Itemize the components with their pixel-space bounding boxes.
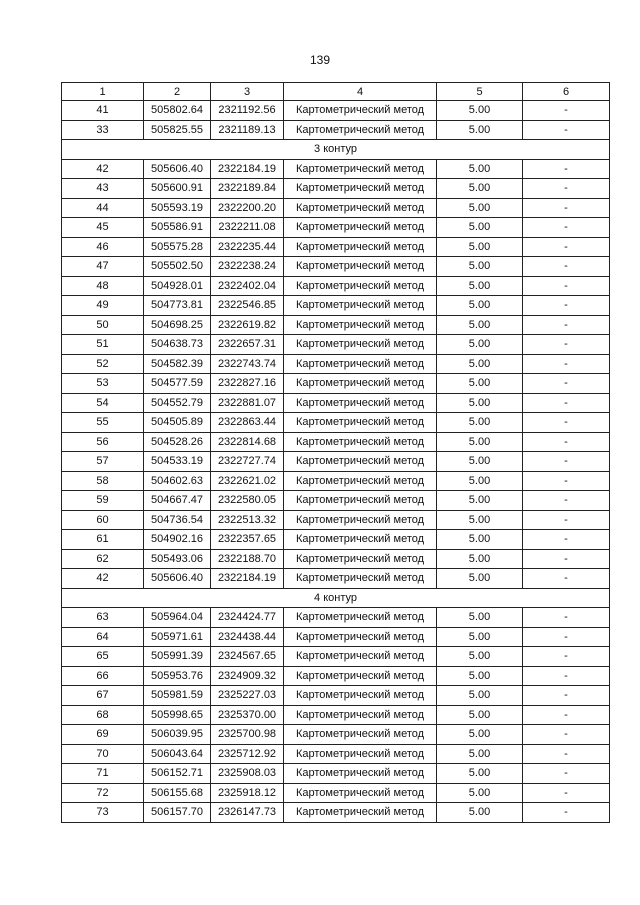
table-row [62, 686, 610, 706]
y-coordinate-cell: 2322235.44 [211, 237, 284, 257]
table-row [62, 725, 610, 745]
y-coordinate-cell: 2322184.19 [211, 159, 284, 179]
description-cell: - [523, 179, 610, 199]
method-cell: Картометрический метод [284, 783, 437, 803]
y-coordinate-cell: 2322619.82 [211, 315, 284, 335]
y-coordinate-cell: 2324567.65 [211, 647, 284, 667]
y-coordinate-cell: 2325700.98 [211, 725, 284, 745]
description-cell: - [523, 218, 610, 238]
method-cell: Картометрический метод [284, 237, 437, 257]
table-row [62, 276, 610, 296]
method-cell: Картометрический метод [284, 530, 437, 550]
accuracy-cell: 5.00 [437, 296, 523, 316]
x-coordinate-cell: 504698.25 [144, 315, 211, 335]
method-cell: Картометрический метод [284, 510, 437, 530]
point-number-cell: 65 [62, 647, 144, 667]
method-cell: Картометрический метод [284, 803, 437, 823]
section-label: 3 контур [62, 140, 610, 160]
table-row [62, 218, 610, 238]
table-row [62, 413, 610, 433]
description-cell: - [523, 471, 610, 491]
y-coordinate-cell: 2322184.19 [211, 569, 284, 589]
method-cell: Картометрический метод [284, 374, 437, 394]
y-coordinate-cell: 2322580.05 [211, 491, 284, 511]
column-header-1: 1 [62, 83, 144, 101]
method-cell: Картометрический метод [284, 764, 437, 784]
y-coordinate-cell: 2325918.12 [211, 783, 284, 803]
accuracy-cell: 5.00 [437, 510, 523, 530]
method-cell: Картометрический метод [284, 179, 437, 199]
x-coordinate-cell: 505953.76 [144, 666, 211, 686]
accuracy-cell: 5.00 [437, 471, 523, 491]
accuracy-cell: 5.00 [437, 608, 523, 628]
point-number-cell: 47 [62, 257, 144, 277]
accuracy-cell: 5.00 [437, 452, 523, 472]
table-row [62, 608, 610, 628]
table-row [62, 510, 610, 530]
method-cell: Картометрический метод [284, 608, 437, 628]
description-cell: - [523, 374, 610, 394]
y-coordinate-cell: 2321189.13 [211, 120, 284, 140]
table-row [62, 666, 610, 686]
method-cell: Картометрический метод [284, 432, 437, 452]
x-coordinate-cell: 504667.47 [144, 491, 211, 511]
y-coordinate-cell: 2322189.84 [211, 179, 284, 199]
x-coordinate-cell: 506039.95 [144, 725, 211, 745]
description-cell: - [523, 530, 610, 550]
table-row [62, 315, 610, 335]
accuracy-cell: 5.00 [437, 179, 523, 199]
x-coordinate-cell: 505802.64 [144, 101, 211, 121]
y-coordinate-cell: 2324438.44 [211, 627, 284, 647]
y-coordinate-cell: 2322863.44 [211, 413, 284, 433]
point-number-cell: 43 [62, 179, 144, 199]
description-cell: - [523, 725, 610, 745]
accuracy-cell: 5.00 [437, 803, 523, 823]
section-row [62, 588, 610, 608]
point-number-cell: 67 [62, 686, 144, 706]
table-row [62, 296, 610, 316]
accuracy-cell: 5.00 [437, 257, 523, 277]
method-cell: Картометрический метод [284, 627, 437, 647]
accuracy-cell: 5.00 [437, 647, 523, 667]
point-number-cell: 53 [62, 374, 144, 394]
y-coordinate-cell: 2325370.00 [211, 705, 284, 725]
point-number-cell: 73 [62, 803, 144, 823]
table-row [62, 627, 610, 647]
table-row [62, 393, 610, 413]
y-coordinate-cell: 2322827.16 [211, 374, 284, 394]
description-cell: - [523, 315, 610, 335]
description-cell: - [523, 510, 610, 530]
table-row [62, 335, 610, 355]
table-row [62, 783, 610, 803]
table-row [62, 530, 610, 550]
x-coordinate-cell: 505964.04 [144, 608, 211, 628]
x-coordinate-cell: 504577.59 [144, 374, 211, 394]
table-row [62, 744, 610, 764]
header-row [62, 83, 610, 101]
y-coordinate-cell: 2321192.56 [211, 101, 284, 121]
description-cell: - [523, 159, 610, 179]
description-cell: - [523, 666, 610, 686]
method-cell: Картометрический метод [284, 491, 437, 511]
coordinates-table [61, 82, 610, 823]
method-cell: Картометрический метод [284, 549, 437, 569]
column-header-6: 6 [523, 83, 610, 101]
x-coordinate-cell: 504602.63 [144, 471, 211, 491]
accuracy-cell: 5.00 [437, 569, 523, 589]
table-row [62, 569, 610, 589]
point-number-cell: 56 [62, 432, 144, 452]
point-number-cell: 57 [62, 452, 144, 472]
point-number-cell: 50 [62, 315, 144, 335]
section-label: 4 контур [62, 588, 610, 608]
y-coordinate-cell: 2325227.03 [211, 686, 284, 706]
y-coordinate-cell: 2322200.20 [211, 198, 284, 218]
point-number-cell: 70 [62, 744, 144, 764]
point-number-cell: 33 [62, 120, 144, 140]
method-cell: Картометрический метод [284, 725, 437, 745]
table-row [62, 257, 610, 277]
x-coordinate-cell: 504928.01 [144, 276, 211, 296]
point-number-cell: 42 [62, 159, 144, 179]
point-number-cell: 41 [62, 101, 144, 121]
method-cell: Картометрический метод [284, 198, 437, 218]
x-coordinate-cell: 504582.39 [144, 354, 211, 374]
accuracy-cell: 5.00 [437, 725, 523, 745]
table-row [62, 159, 610, 179]
table-row [62, 101, 610, 121]
point-number-cell: 60 [62, 510, 144, 530]
x-coordinate-cell: 505991.39 [144, 647, 211, 667]
description-cell: - [523, 296, 610, 316]
y-coordinate-cell: 2322357.65 [211, 530, 284, 550]
x-coordinate-cell: 504552.79 [144, 393, 211, 413]
accuracy-cell: 5.00 [437, 198, 523, 218]
x-coordinate-cell: 505998.65 [144, 705, 211, 725]
description-cell: - [523, 432, 610, 452]
description-cell: - [523, 608, 610, 628]
point-number-cell: 64 [62, 627, 144, 647]
x-coordinate-cell: 506152.71 [144, 764, 211, 784]
section-row [62, 140, 610, 160]
y-coordinate-cell: 2325908.03 [211, 764, 284, 784]
method-cell: Картометрический метод [284, 647, 437, 667]
point-number-cell: 68 [62, 705, 144, 725]
point-number-cell: 44 [62, 198, 144, 218]
x-coordinate-cell: 506155.68 [144, 783, 211, 803]
description-cell: - [523, 647, 610, 667]
x-coordinate-cell: 505593.19 [144, 198, 211, 218]
method-cell: Картометрический метод [284, 315, 437, 335]
accuracy-cell: 5.00 [437, 101, 523, 121]
y-coordinate-cell: 2322621.02 [211, 471, 284, 491]
y-coordinate-cell: 2324424.77 [211, 608, 284, 628]
description-cell: - [523, 764, 610, 784]
description-cell: - [523, 491, 610, 511]
point-number-cell: 45 [62, 218, 144, 238]
point-number-cell: 71 [62, 764, 144, 784]
table-row [62, 374, 610, 394]
method-cell: Картометрический метод [284, 257, 437, 277]
accuracy-cell: 5.00 [437, 413, 523, 433]
table-row [62, 432, 610, 452]
column-header-3: 3 [211, 83, 284, 101]
method-cell: Картометрический метод [284, 744, 437, 764]
x-coordinate-cell: 505600.91 [144, 179, 211, 199]
description-cell: - [523, 120, 610, 140]
x-coordinate-cell: 506043.64 [144, 744, 211, 764]
x-coordinate-cell: 504736.54 [144, 510, 211, 530]
description-cell: - [523, 257, 610, 277]
x-coordinate-cell: 505502.50 [144, 257, 211, 277]
description-cell: - [523, 783, 610, 803]
method-cell: Картометрический метод [284, 120, 437, 140]
description-cell: - [523, 101, 610, 121]
x-coordinate-cell: 504528.26 [144, 432, 211, 452]
accuracy-cell: 5.00 [437, 159, 523, 179]
point-number-cell: 46 [62, 237, 144, 257]
accuracy-cell: 5.00 [437, 120, 523, 140]
accuracy-cell: 5.00 [437, 627, 523, 647]
method-cell: Картометрический метод [284, 452, 437, 472]
x-coordinate-cell: 504902.16 [144, 530, 211, 550]
description-cell: - [523, 413, 610, 433]
method-cell: Картометрический метод [284, 413, 437, 433]
y-coordinate-cell: 2322546.85 [211, 296, 284, 316]
table-row [62, 803, 610, 823]
accuracy-cell: 5.00 [437, 276, 523, 296]
method-cell: Картометрический метод [284, 296, 437, 316]
point-number-cell: 51 [62, 335, 144, 355]
accuracy-cell: 5.00 [437, 237, 523, 257]
x-coordinate-cell: 504638.73 [144, 335, 211, 355]
point-number-cell: 48 [62, 276, 144, 296]
description-cell: - [523, 803, 610, 823]
y-coordinate-cell: 2322402.04 [211, 276, 284, 296]
description-cell: - [523, 335, 610, 355]
description-cell: - [523, 276, 610, 296]
description-cell: - [523, 393, 610, 413]
page-number: 139 [309, 53, 331, 67]
table-body [62, 101, 610, 823]
x-coordinate-cell: 505981.59 [144, 686, 211, 706]
point-number-cell: 58 [62, 471, 144, 491]
table-row [62, 120, 610, 140]
y-coordinate-cell: 2322211.08 [211, 218, 284, 238]
table-row [62, 549, 610, 569]
method-cell: Картометрический метод [284, 276, 437, 296]
x-coordinate-cell: 505606.40 [144, 569, 211, 589]
description-cell: - [523, 744, 610, 764]
x-coordinate-cell: 504773.81 [144, 296, 211, 316]
table-row [62, 452, 610, 472]
y-coordinate-cell: 2322814.68 [211, 432, 284, 452]
x-coordinate-cell: 505825.55 [144, 120, 211, 140]
description-cell: - [523, 237, 610, 257]
y-coordinate-cell: 2322513.32 [211, 510, 284, 530]
description-cell: - [523, 686, 610, 706]
table-row [62, 179, 610, 199]
y-coordinate-cell: 2322188.70 [211, 549, 284, 569]
point-number-cell: 42 [62, 569, 144, 589]
accuracy-cell: 5.00 [437, 432, 523, 452]
description-cell: - [523, 705, 610, 725]
point-number-cell: 59 [62, 491, 144, 511]
y-coordinate-cell: 2322727.74 [211, 452, 284, 472]
method-cell: Картометрический метод [284, 666, 437, 686]
point-number-cell: 54 [62, 393, 144, 413]
table-row [62, 764, 610, 784]
accuracy-cell: 5.00 [437, 744, 523, 764]
description-cell: - [523, 569, 610, 589]
description-cell: - [523, 354, 610, 374]
x-coordinate-cell: 504533.19 [144, 452, 211, 472]
method-cell: Картометрический метод [284, 101, 437, 121]
x-coordinate-cell: 506157.70 [144, 803, 211, 823]
column-header-5: 5 [437, 83, 523, 101]
y-coordinate-cell: 2326147.73 [211, 803, 284, 823]
accuracy-cell: 5.00 [437, 354, 523, 374]
table-row [62, 647, 610, 667]
accuracy-cell: 5.00 [437, 705, 523, 725]
x-coordinate-cell: 505586.91 [144, 218, 211, 238]
y-coordinate-cell: 2324909.32 [211, 666, 284, 686]
table-row [62, 471, 610, 491]
accuracy-cell: 5.00 [437, 783, 523, 803]
description-cell: - [523, 198, 610, 218]
point-number-cell: 66 [62, 666, 144, 686]
x-coordinate-cell: 505971.61 [144, 627, 211, 647]
method-cell: Картометрический метод [284, 218, 437, 238]
method-cell: Картометрический метод [284, 471, 437, 491]
description-cell: - [523, 452, 610, 472]
table-row [62, 237, 610, 257]
table-row [62, 491, 610, 511]
accuracy-cell: 5.00 [437, 764, 523, 784]
point-number-cell: 69 [62, 725, 144, 745]
method-cell: Картометрический метод [284, 335, 437, 355]
y-coordinate-cell: 2322743.74 [211, 354, 284, 374]
x-coordinate-cell: 505493.06 [144, 549, 211, 569]
point-number-cell: 49 [62, 296, 144, 316]
accuracy-cell: 5.00 [437, 530, 523, 550]
accuracy-cell: 5.00 [437, 374, 523, 394]
point-number-cell: 63 [62, 608, 144, 628]
y-coordinate-cell: 2322238.24 [211, 257, 284, 277]
accuracy-cell: 5.00 [437, 491, 523, 511]
x-coordinate-cell: 505606.40 [144, 159, 211, 179]
accuracy-cell: 5.00 [437, 393, 523, 413]
table-row [62, 705, 610, 725]
method-cell: Картометрический метод [284, 354, 437, 374]
x-coordinate-cell: 505575.28 [144, 237, 211, 257]
method-cell: Картометрический метод [284, 705, 437, 725]
method-cell: Картометрический метод [284, 686, 437, 706]
accuracy-cell: 5.00 [437, 549, 523, 569]
accuracy-cell: 5.00 [437, 666, 523, 686]
method-cell: Картометрический метод [284, 159, 437, 179]
accuracy-cell: 5.00 [437, 335, 523, 355]
point-number-cell: 52 [62, 354, 144, 374]
point-number-cell: 62 [62, 549, 144, 569]
column-header-4: 4 [284, 83, 437, 101]
accuracy-cell: 5.00 [437, 686, 523, 706]
point-number-cell: 55 [62, 413, 144, 433]
description-cell: - [523, 549, 610, 569]
accuracy-cell: 5.00 [437, 218, 523, 238]
table-row [62, 198, 610, 218]
accuracy-cell: 5.00 [437, 315, 523, 335]
method-cell: Картометрический метод [284, 393, 437, 413]
table-row [62, 354, 610, 374]
x-coordinate-cell: 504505.89 [144, 413, 211, 433]
point-number-cell: 61 [62, 530, 144, 550]
point-number-cell: 72 [62, 783, 144, 803]
column-header-2: 2 [144, 83, 211, 101]
method-cell: Картометрический метод [284, 569, 437, 589]
y-coordinate-cell: 2322657.31 [211, 335, 284, 355]
description-cell: - [523, 627, 610, 647]
y-coordinate-cell: 2325712.92 [211, 744, 284, 764]
y-coordinate-cell: 2322881.07 [211, 393, 284, 413]
